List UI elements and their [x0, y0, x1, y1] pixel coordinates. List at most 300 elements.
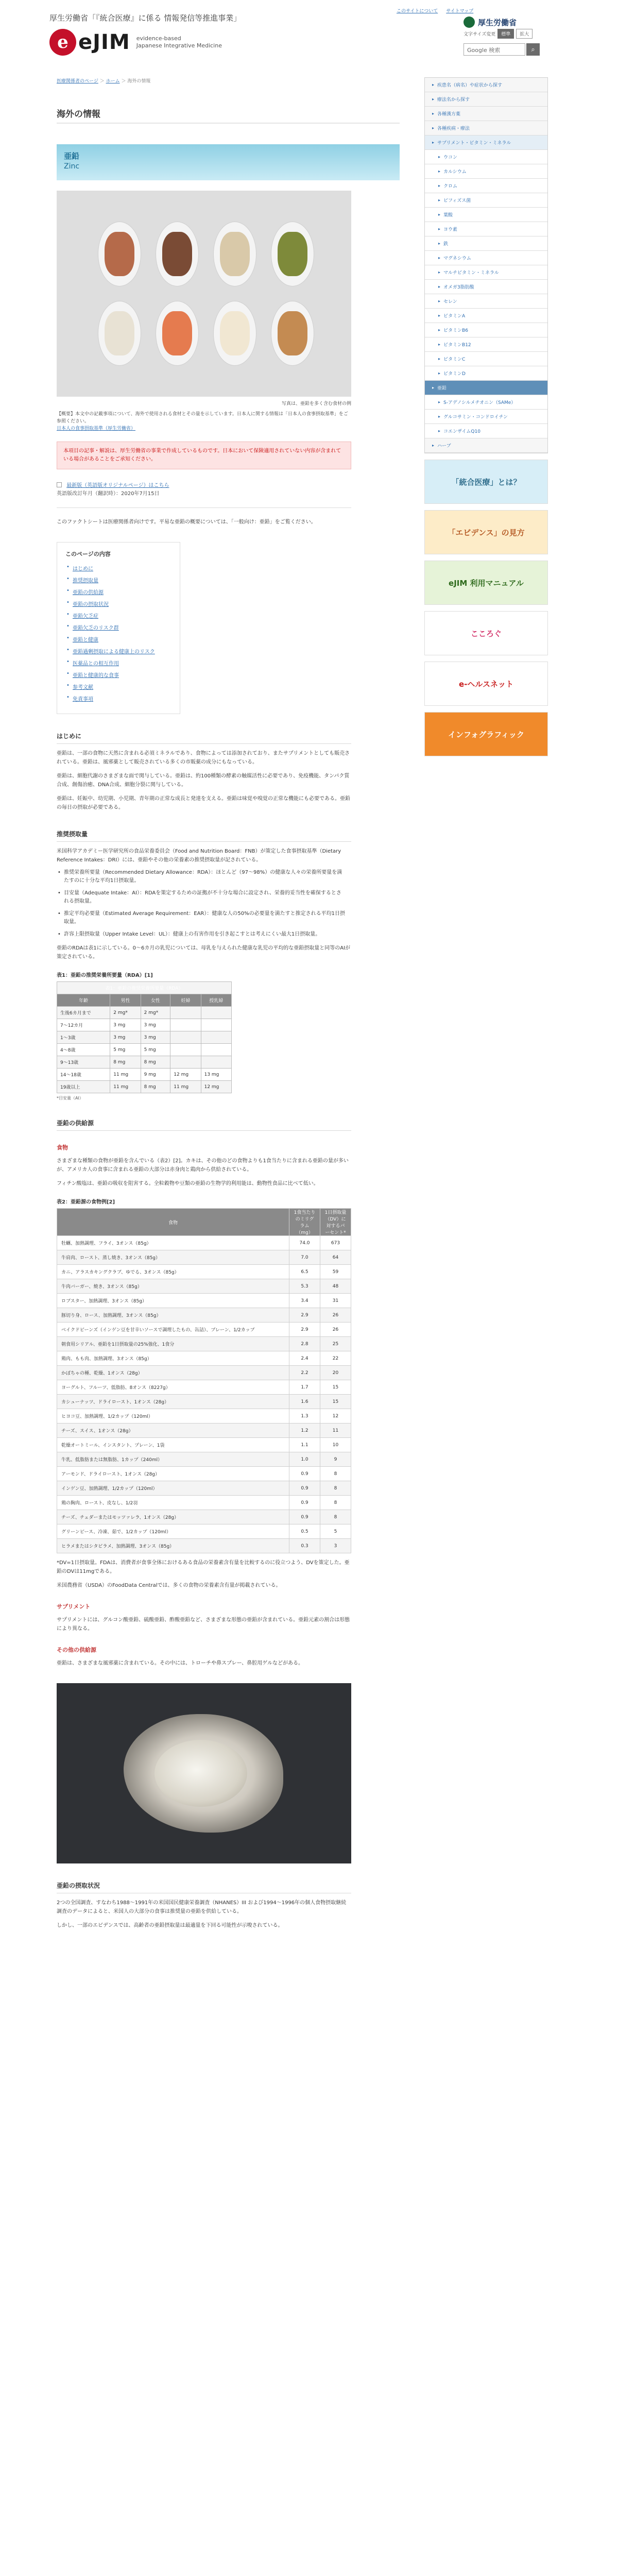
table-header: 授乳婦	[201, 994, 231, 1007]
chevron-right-icon: ▸	[432, 385, 435, 390]
oyster-photo	[57, 1683, 351, 1863]
chevron-right-icon: ▸	[432, 82, 435, 87]
table-row	[57, 1395, 351, 1409]
chevron-right-icon: ▸	[438, 169, 441, 174]
table-cell: 48	[320, 1279, 351, 1294]
sidebar-nav-item[interactable]	[425, 92, 547, 107]
chevron-right-icon: ▸	[432, 97, 435, 101]
sidebar-nav-item[interactable]	[425, 150, 547, 164]
table-cell: 1.7	[289, 1380, 320, 1395]
table-cell: 8	[320, 1496, 351, 1510]
table-cell: 0.9	[289, 1467, 320, 1481]
table-cell: 8	[320, 1510, 351, 1524]
logo-subtitle-2: Japanese Integrative Medicine	[136, 42, 222, 49]
table-cell: 20	[320, 1366, 351, 1380]
banner-evidence-quiz[interactable]: 「エビデンス」の見方	[424, 510, 548, 554]
sidebar-nav-label: クロム	[443, 184, 458, 189]
table-row	[57, 1539, 351, 1553]
rda-table	[57, 981, 232, 1093]
chevron-right-icon: ▸	[438, 270, 441, 275]
sidebar-nav-label: 疾患名（病名）や症状から探す	[437, 83, 503, 88]
table2-note: *DV=1日摂取量。FDAは、消費者が食事全体におけるある食品の栄養素含有量を比較するのに役立つよう、DVを策定した。亜鉛のDVは11mgである。	[57, 1560, 350, 1574]
food-dish	[271, 301, 314, 366]
table-row	[57, 1056, 232, 1069]
table-cell: 11 mg	[170, 1081, 201, 1093]
table-row	[57, 1294, 351, 1308]
chevron-right-icon: ▸	[438, 371, 441, 376]
section-heading-recommended-intake: 推奨摂取量	[57, 829, 351, 842]
table-cell: 6.5	[289, 1265, 320, 1279]
table-cell: 9 mg	[141, 1069, 170, 1081]
table-cell: 乾燥オートミール、インスタント、プレーン、1袋	[57, 1438, 289, 1452]
table-cell	[170, 1007, 201, 1019]
toc-item[interactable]: • 亜鉛過剰摂取による健康上のリスク	[65, 647, 171, 655]
food-dish	[213, 222, 256, 286]
table-cell: 14〜18歳	[57, 1069, 110, 1081]
toc-title: このページの内容	[65, 551, 111, 557]
sidebar-nav-label: オメガ3脂肪酸	[443, 285, 474, 290]
paragraph: さまざまな種類の食物が亜鉛を含んでいる（表2）[2]。カキは、その他のどの食物よりも1食当たりに含まれる亜鉛の量が多いが、アメリカ人の食事に含まれる亜鉛の大部分は赤身肉と鶏肉から供給されている。	[57, 1158, 349, 1173]
original-page-link[interactable]: 最新版（英語版オリジナルページ）はこちら	[66, 483, 169, 488]
table-row	[57, 1031, 232, 1044]
paragraph: 米国農務省（USDA）のFoodData Centralでは、多くの食物の栄養素含有量が掲載されている。	[57, 1583, 281, 1588]
table-row	[57, 1007, 232, 1019]
chevron-right-icon: ▸	[438, 313, 441, 318]
table-cell: ヒヨコ豆、加熱調理、1/2カップ（120ml）	[57, 1409, 289, 1423]
paragraph: 米国科学アカデミー医学研究所の食品栄養委員会（Food and Nutrition Board：FNB）が策定した食事摂取基準（Dietary Reference Intakes：DRI）には、亜鉛やその他の栄養素の推奨摂取量が記されている。	[57, 849, 341, 863]
title-divider	[57, 123, 400, 124]
table-row	[57, 1481, 351, 1496]
table-cell: 3 mg	[141, 1019, 170, 1031]
table-cell: 2.4	[289, 1351, 320, 1366]
table-cell: 59	[320, 1265, 351, 1279]
sidebar-nav-item[interactable]	[425, 179, 547, 193]
table-cell: 12 mg	[201, 1081, 231, 1093]
paragraph: 亜鉛は、さまざまな風邪薬に含まれている。その中には、トローチや鼻スプレー、鼻腔用ゲルなどがある。	[57, 1660, 303, 1666]
table-cell: 8 mg	[110, 1056, 141, 1069]
list-item: • 目安量（Adequate Intake：AI）：RDAを策定するための証拠が不十分な場合に設定され、栄養的妥当性を確保するとされる摂取量。	[57, 889, 345, 906]
table-cell: 3 mg	[110, 1019, 141, 1031]
table-cell: アーモンド、ドライロースト、1オンス（28g）	[57, 1467, 289, 1481]
ministry-name: 厚生労働省	[478, 18, 517, 27]
chevron-right-icon: ▸	[438, 342, 441, 347]
table-cell: 26	[320, 1323, 351, 1337]
sidebar-nav-item[interactable]	[425, 366, 547, 381]
table-cell: チーズ、チェダーまたはモッツァレラ、1オンス（28g）	[57, 1510, 289, 1524]
logo-text: eJIM	[78, 30, 130, 54]
paragraph: 亜鉛は、細胞代謝のさまざまな面で関与している。亜鉛は、約100種類の酵素の触媒活性に必要であり、免疫機能、タンパク質合成、創傷治癒、DNA合成、細胞分裂に関与している。	[57, 773, 350, 788]
chevron-right-icon: ▸	[438, 227, 441, 231]
chevron-right-icon: ▸	[438, 400, 441, 404]
sidebar-nav-label: マグネシウム	[443, 256, 471, 261]
table-row	[57, 1308, 351, 1323]
toc-item[interactable]: • 免責事項	[65, 694, 171, 702]
banner-integrative-medicine[interactable]: 「統合医療」とは？	[424, 460, 548, 504]
table-cell: 8 mg	[141, 1081, 170, 1093]
chevron-right-icon: ▸	[432, 126, 435, 130]
table-row	[57, 1265, 351, 1279]
table-cell: 7〜12カ月	[57, 1019, 110, 1031]
sidebar-nav-label: 各種疾病・療法	[437, 126, 470, 131]
table-cell: 5.3	[289, 1279, 320, 1294]
table-cell	[170, 1044, 201, 1056]
font-size-control	[464, 29, 533, 39]
table-cell: 12	[320, 1409, 351, 1423]
table-row	[57, 1044, 232, 1056]
ministry-logo[interactable]	[464, 16, 517, 28]
zinc-foods-photo	[57, 191, 351, 397]
breadcrumb-item[interactable]: ホーム	[106, 79, 120, 84]
table-cell: 3.4	[289, 1294, 320, 1308]
table-row	[57, 1069, 232, 1081]
font-size-normal-button[interactable]: 標準	[497, 29, 514, 39]
breadcrumb-item[interactable]: 医療関係者のページ	[57, 79, 98, 84]
table-row	[57, 1337, 351, 1351]
table-cell: 12 mg	[170, 1069, 201, 1081]
table-cell: 9	[320, 1452, 351, 1467]
table-cell: 鶏の胸肉、ロースト、皮なし、1/2羽	[57, 1496, 289, 1510]
sidebar-nav-label: ビタミンB6	[443, 328, 468, 333]
food-dish	[271, 222, 314, 286]
sidebar-nav	[424, 77, 548, 453]
paragraph: フィチン酸塩は、亜鉛の吸収を阻害する。全粒穀物や豆類の亜鉛の生物学的利用能は、動物性食品に比べて低い。	[57, 1181, 319, 1187]
dietary-intake-link[interactable]: 日本人の食事摂取基準（厚生労働省）	[57, 426, 136, 431]
food-dish	[213, 301, 256, 366]
toc-item[interactable]: • 推奨摂取量	[65, 576, 171, 584]
sidebar-nav-item[interactable]	[425, 410, 547, 424]
food-dish	[98, 222, 141, 286]
table-header: 1食当たりのミリグラム（mg）	[289, 1209, 320, 1236]
table-row	[57, 1081, 232, 1093]
logo-mark: e	[49, 29, 76, 56]
sidebar-nav-label: 葉酸	[443, 213, 453, 218]
table-cell: 11 mg	[110, 1069, 141, 1081]
toc-item[interactable]: • はじめに	[65, 564, 171, 572]
sidebar-nav-label: カルシウム	[443, 170, 467, 175]
table-cell: 2.9	[289, 1323, 320, 1337]
table-cell: 2.2	[289, 1366, 320, 1380]
sidebar-nav-label: マルチビタミン・ミネラル	[443, 270, 499, 276]
divider	[57, 507, 351, 508]
sitemap-link[interactable]: サイトマップ	[446, 9, 474, 14]
table-cell: 10	[320, 1438, 351, 1452]
table-cell: 4〜8歳	[57, 1044, 110, 1056]
table-cell: 673	[320, 1236, 351, 1250]
table-cell: 5	[320, 1524, 351, 1539]
banner-manual[interactable]: eJIM 利用マニュアル	[424, 561, 548, 605]
section-heading-intro: はじめに	[57, 732, 351, 744]
topic-banner	[57, 144, 400, 180]
about-link[interactable]: このサイトについて	[397, 9, 438, 14]
table-cell: 8	[320, 1481, 351, 1496]
table-row	[57, 1279, 351, 1294]
table2-caption: 表2：亜鉛源の食物例[2]	[57, 1199, 115, 1205]
toc-item[interactable]: • 亜鉛と健康	[65, 635, 171, 643]
sidebar-nav-item[interactable]	[425, 107, 547, 121]
chevron-right-icon: ▸	[438, 328, 441, 332]
paragraph: 亜鉛は、一部の食物に天然に含まれる必須ミネラルであり、食物によっては添加されており、またサプリメントとしても販売されている。亜鉛は、風邪薬として販売されている多くの市販薬の成分にもなっている。	[57, 751, 350, 765]
table-row	[57, 1452, 351, 1467]
food-dish	[98, 301, 141, 366]
table-cell: 0.9	[289, 1510, 320, 1524]
table-cell: 26	[320, 1308, 351, 1323]
font-size-label: 文字サイズ変更	[464, 32, 496, 37]
table-cell: ヒラメまたはシタビラメ、加熱調理、3オンス（85g）	[57, 1539, 289, 1553]
sidebar-nav-item[interactable]	[425, 78, 547, 92]
table-cell: 19歳以上	[57, 1081, 110, 1093]
food-dish	[156, 222, 199, 286]
table-cell: 0.3	[289, 1539, 320, 1553]
table-header: 女性	[141, 994, 170, 1007]
table-cell: グリーンピース、冷凍、茹で、1/2カップ（120ml）	[57, 1524, 289, 1539]
table1-note: *目安量（AI）	[57, 1096, 83, 1100]
original-source	[57, 482, 351, 498]
banner-kokorogu[interactable]: こころぐ	[424, 611, 548, 655]
sidebar-nav-item[interactable]	[425, 309, 547, 323]
subheading-food: 食物	[57, 1144, 68, 1151]
subheading-supplements: サプリメント	[57, 1603, 91, 1610]
sidebar-nav-item[interactable]	[425, 208, 547, 222]
table-header: 年齢	[57, 994, 110, 1007]
sidebar-nav-item[interactable]	[425, 352, 547, 366]
table1-supertitle: 表1：亜鉛の推奨栄養所要量（RDA）	[57, 982, 232, 994]
table-row	[57, 1510, 351, 1524]
table-row	[57, 1496, 351, 1510]
table-row	[57, 1409, 351, 1423]
chevron-right-icon: ▸	[438, 212, 441, 217]
sidebar-nav-label: 鉄	[443, 242, 449, 247]
table-cell: 15	[320, 1395, 351, 1409]
table-cell	[201, 1044, 231, 1056]
table-cell: 牡蠣、加熱調理、フライ、3オンス（85g）	[57, 1236, 289, 1250]
banner-infographic[interactable]: インフォグラフィック	[424, 712, 548, 756]
table-cell: 2 mg*	[141, 1007, 170, 1019]
photo-caption: 写真は、亜鉛を多く含む食材の例	[281, 401, 351, 406]
sidebar-nav-label: サプリメント・ビタミン・ミネラル	[437, 141, 511, 146]
table-cell: 0.9	[289, 1481, 320, 1496]
table-cell: 豚切り身、ロース、加熱調理、3オンス（85g）	[57, 1308, 289, 1323]
table-cell: 5 mg	[141, 1044, 170, 1056]
section-heading-intake-status: 亜鉛の摂取状況	[57, 1881, 351, 1893]
table-cell: 11 mg	[110, 1081, 141, 1093]
chevron-right-icon: ▸	[438, 357, 441, 361]
table-cell: 2 mg*	[110, 1007, 141, 1019]
chevron-right-icon: ▸	[438, 155, 441, 159]
table-cell: 5 mg	[110, 1044, 141, 1056]
list-item: • 許容上限摂取量（Upper Intake Level：UL）：健康上の有害作用を引き起こすとは考えにくい最大1日摂取量。	[57, 930, 345, 939]
paragraph: しかし、一部のエビデンスでは、高齢者の亜鉛摂取量は最適量を下回る可能性が示唆されている。	[57, 1923, 283, 1928]
font-size-large-button[interactable]: 拡大	[516, 29, 533, 39]
sidebar-nav-label: ビタミンC	[443, 357, 466, 362]
sidebar-nav-item[interactable]	[425, 164, 547, 179]
table-cell: 牛乳、低脂肪または無脂肪、1カップ（240ml）	[57, 1452, 289, 1467]
subheading-other-sources: その他の供給源	[57, 1647, 96, 1653]
table-cell: 11	[320, 1423, 351, 1438]
sidebar-nav-label: 各種漢方薬	[437, 112, 461, 117]
chevron-right-icon: ▸	[438, 241, 441, 246]
sidebar	[424, 77, 548, 953]
breadcrumb: 医療関係者のページ ＞ ホーム ＞ 海外の情報	[57, 79, 151, 84]
chevron-right-icon: ▸	[438, 183, 441, 188]
table-cell: 牛肩肉、ロースト、蒸し焼き、3オンス（85g）	[57, 1250, 289, 1265]
chevron-right-icon: ▸	[432, 443, 435, 448]
toc-item[interactable]: • 参考文献	[65, 683, 171, 690]
table-cell: ロブスター、加熱調理、3オンス（85g）	[57, 1294, 289, 1308]
table-cell: カシューナッツ、ドライロースト、1オンス（28g）	[57, 1395, 289, 1409]
table-cell: 0.5	[289, 1524, 320, 1539]
table-row	[57, 1438, 351, 1452]
table-cell: かぼちゃの種、乾燥、1オンス（28g）	[57, 1366, 289, 1380]
sidebar-nav-item[interactable]	[425, 424, 547, 438]
table-cell	[201, 1056, 231, 1069]
site-header	[0, 0, 618, 77]
sidebar-nav-label: ビタミンA	[443, 314, 466, 319]
toc-item[interactable]: • 亜鉛欠乏症	[65, 612, 171, 619]
paragraph: 亜鉛は、妊娠中、幼児期、小児期、青年期の正常な成長と発達を支える。亜鉛は味覚や嗅覚の正常な機能にも必要である。亜鉛の毎日の摂取が必要である。	[57, 796, 350, 810]
table-cell: 64	[320, 1250, 351, 1265]
search-icon[interactable]: ⌕	[526, 43, 540, 56]
topic-title-en: Zinc	[64, 162, 80, 171]
table-cell: 1.1	[289, 1438, 320, 1452]
breadcrumb-current: 海外の情報	[127, 79, 151, 84]
sidebar-nav-label: 亜鉛	[437, 386, 447, 391]
toc-item[interactable]: • 亜鉛と健康的な食事	[65, 671, 171, 679]
table-cell: 31	[320, 1294, 351, 1308]
revision-date: 英語版改訂年月（翻訳時）：2020年7月15日	[57, 491, 160, 497]
table-row	[57, 1250, 351, 1265]
sidebar-nav-item[interactable]	[425, 222, 547, 236]
table-cell: ヨーグルト、フルーツ、低脂肪、8オンス（8227g）	[57, 1380, 289, 1395]
table-cell	[170, 1019, 201, 1031]
table-cell: 0.9	[289, 1496, 320, 1510]
table-cell: インゲン豆、加熱調理、1/2カップ（120ml）	[57, 1481, 289, 1496]
table-cell: 22	[320, 1351, 351, 1366]
chevron-right-icon: ▸	[432, 140, 435, 145]
table-cell: 1.2	[289, 1423, 320, 1438]
sidebar-nav-item[interactable]	[425, 381, 547, 395]
sidebar-nav-item[interactable]	[425, 395, 547, 410]
food-dish	[156, 301, 199, 366]
sidebar-nav-item[interactable]	[425, 236, 547, 251]
sidebar-nav-label: コエンザイムQ10	[443, 429, 480, 434]
search-input[interactable]: Google 検索	[464, 43, 525, 56]
oyster-meat	[154, 1740, 247, 1807]
chevron-right-icon: ▸	[432, 111, 435, 116]
sidebar-nav-item[interactable]	[425, 337, 547, 352]
sidebar-nav-item[interactable]	[425, 193, 547, 208]
table-cell: 3	[320, 1539, 351, 1553]
table-cell: 8 mg	[141, 1056, 170, 1069]
table-row	[57, 1524, 351, 1539]
toc-item[interactable]: • 亜鉛の供給源	[65, 588, 171, 596]
sidebar-nav-item[interactable]	[425, 251, 547, 265]
table1-caption: 表1：亜鉛の推奨栄養所要量（RDA）[1]	[57, 973, 153, 978]
chevron-right-icon: ▸	[438, 299, 441, 303]
warning-box: 本項目の記事・解説は、厚生労働省の事業で作成しているものです。日本において保険適用されていない内容が含まれている場合があることをご承知ください。	[57, 442, 351, 469]
table-row	[57, 1423, 351, 1438]
paragraph: 亜鉛のRDAは表1に示している。0〜6カ月の乳児については、母乳を与えられた健康な乳児の平均的な亜鉛摂取量と同等のAIが策定されている。	[57, 945, 350, 960]
toc-item[interactable]: • 医薬品との相互作用	[65, 659, 171, 667]
table-row	[57, 1380, 351, 1395]
sidebar-nav-item[interactable]	[425, 323, 547, 337]
logo-subtitle-1: evidence-based	[136, 35, 181, 42]
table-cell: チーズ、スイス、1オンス（28g）	[57, 1423, 289, 1438]
table-row	[57, 1236, 351, 1250]
sidebar-nav-label: ウコン	[443, 155, 458, 160]
table-cell	[201, 1007, 231, 1019]
sidebar-nav-item[interactable]	[425, 280, 547, 294]
table-cell: 1.6	[289, 1395, 320, 1409]
sidebar-nav-label: ビタミンB12	[443, 343, 471, 348]
table-cell: 7.0	[289, 1250, 320, 1265]
table-cell: 3 mg	[110, 1031, 141, 1044]
table-cell	[170, 1056, 201, 1069]
table-cell: 74.0	[289, 1236, 320, 1250]
table-cell: 9〜13歳	[57, 1056, 110, 1069]
table-cell: 3 mg	[141, 1031, 170, 1044]
paragraph: サプリメントには、グルコン酸亜鉛、硫酸亜鉛、酢酸亜鉛など、さまざまな形態の亜鉛が含まれている。亜鉛元素の割合は形態により異なる。	[57, 1617, 350, 1632]
chevron-right-icon: ▸	[438, 284, 441, 289]
table-cell	[170, 1031, 201, 1044]
food-sources-table	[57, 1208, 351, 1553]
section-heading-sources: 亜鉛の供給源	[57, 1118, 351, 1131]
sidebar-nav-label: ビフィズス菌	[443, 198, 471, 204]
main-content	[57, 77, 400, 2576]
table-cell: 1〜3歳	[57, 1031, 110, 1044]
external-link-icon	[57, 482, 62, 487]
sidebar-nav-label: ハーブ	[437, 444, 451, 449]
header-links	[397, 7, 473, 14]
sidebar-nav-item[interactable]	[425, 121, 547, 135]
photo-note-text: 【概要】本文中の記載事項について、海外で使用される食材とその量を示しています。日本人に関する情報は「日本人の食事摂取基準」をご参照ください。	[57, 412, 348, 424]
sidebar-nav-item[interactable]	[425, 135, 547, 150]
chevron-right-icon: ▸	[438, 256, 441, 260]
sidebar-nav-item[interactable]	[425, 265, 547, 280]
sidebar-nav-label: グルコサミン・コンドロイチン	[443, 415, 508, 420]
banner-e-healthnet[interactable]: e-ヘルスネット	[424, 662, 548, 706]
table-of-contents	[57, 542, 180, 714]
table-cell: 8	[320, 1467, 351, 1481]
chevron-right-icon: ▸	[438, 429, 441, 433]
table-cell: 25	[320, 1337, 351, 1351]
photo-note	[57, 411, 351, 432]
table-cell	[201, 1019, 231, 1031]
sidebar-nav-label: ビタミンD	[443, 371, 466, 377]
sidebar-nav-label: S-アデノシルメチオニン（SAMe）	[443, 400, 516, 405]
table-row	[57, 1323, 351, 1337]
sidebar-nav-item[interactable]	[425, 438, 547, 453]
table-header: 食物	[57, 1209, 289, 1236]
table-cell: 15	[320, 1380, 351, 1395]
page-title: 海外の情報	[57, 109, 100, 120]
table-cell	[201, 1031, 231, 1044]
table-row	[57, 1366, 351, 1380]
table-cell: 13 mg	[201, 1069, 231, 1081]
table-cell: 鶏肉、もも肉、加熱調理、3オンス（85g）	[57, 1351, 289, 1366]
table-row	[57, 1351, 351, 1366]
site-logo[interactable]	[49, 27, 222, 58]
sidebar-nav-label: ヨウ素	[443, 227, 458, 232]
toc-item[interactable]: • 亜鉛の摂取状況	[65, 600, 171, 607]
table-header: 1日摂取量（DV）に対するパーセント*	[320, 1209, 351, 1236]
toc-item[interactable]: • 亜鉛欠乏のリスク群	[65, 623, 171, 631]
list-item: • 推奨栄養所要量（Recommended Dietary Allowance：RDA）：ほとんど（97〜98%）の健康な人々の栄養所要量を満たすのに十分な平均1日摂取量。	[57, 869, 345, 885]
chevron-right-icon: ▸	[438, 198, 441, 202]
sidebar-nav-label: セレン	[443, 299, 457, 304]
table-header: 妊婦	[170, 994, 201, 1007]
sidebar-nav-item[interactable]	[425, 294, 547, 309]
topic-title-ja: 亜鉛	[64, 151, 80, 161]
